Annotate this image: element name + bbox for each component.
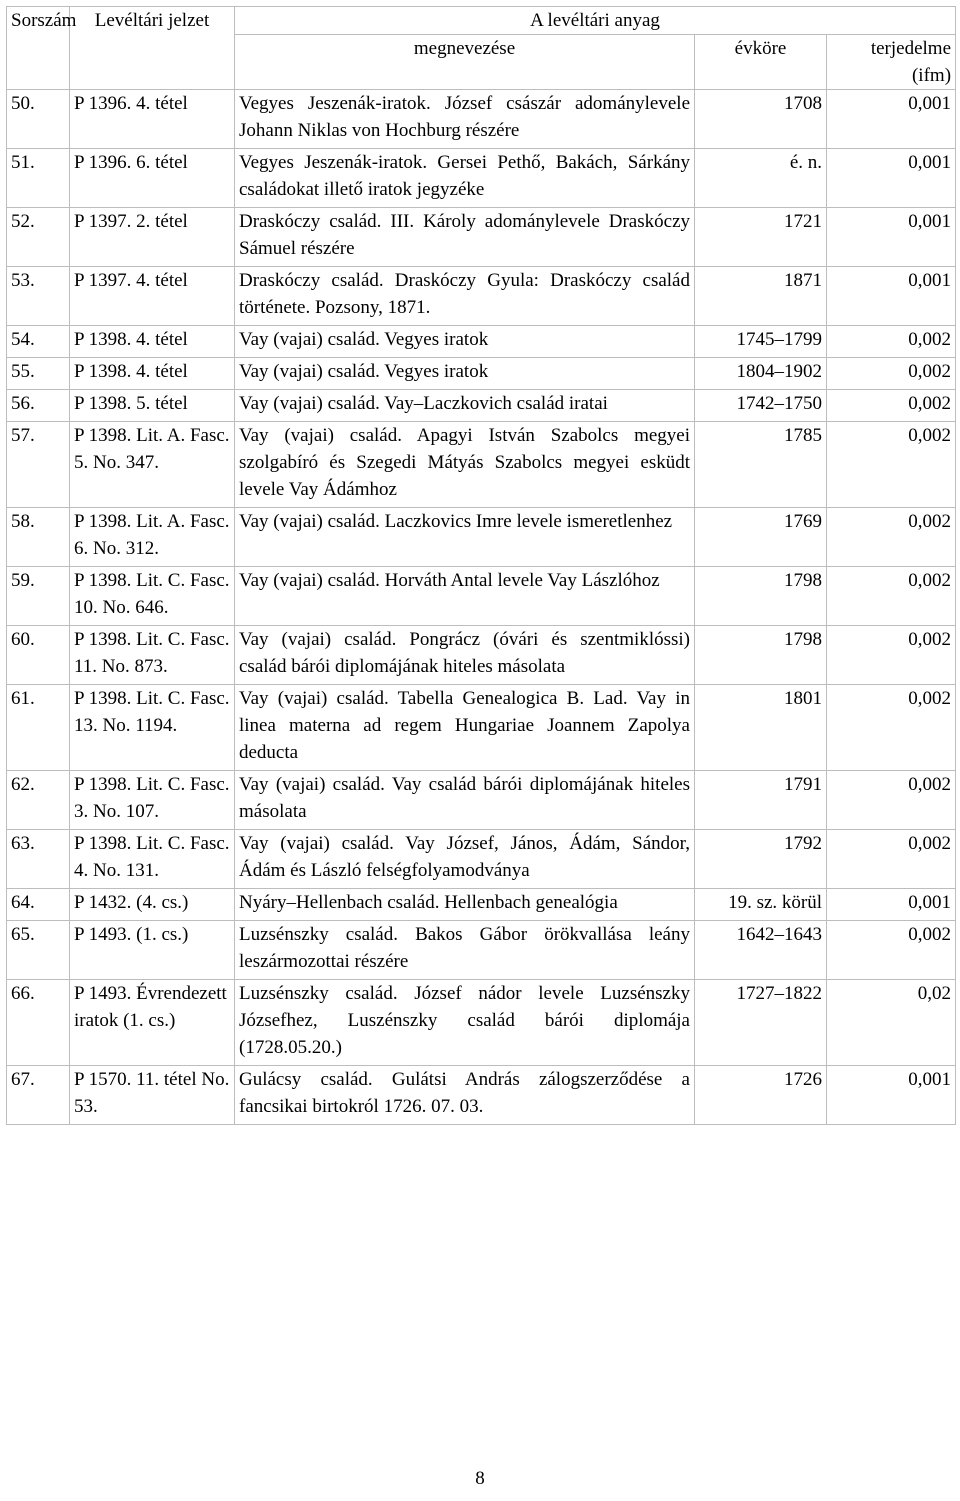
row-designation: Vay (vajai) család. Pongrácz (óvári és szentmiklóssi) család bárói diplomájának hiteles másolata — [235, 626, 695, 685]
row-extent: 0,001 — [827, 1066, 956, 1125]
row-date-range: 19. sz. körül — [695, 889, 827, 921]
row-signature: P 1398. 5. tétel — [70, 390, 235, 422]
row-number: 53. — [7, 267, 70, 326]
row-signature: P 1398. Lit. C. Fasc. 13. No. 1194. — [70, 685, 235, 771]
row-number: 67. — [7, 1066, 70, 1125]
row-designation: Nyáry–Hellenbach család. Hellenbach genealógia — [235, 889, 695, 921]
row-designation: Vay (vajai) család. Tabella Genealogica B. Lad. Vay in linea materna ad regem Hungariae Joannem Zapolya deducta — [235, 685, 695, 771]
row-designation: Draskóczy család. Draskóczy Gyula: Draskóczy család története. Pozsony, 1871. — [235, 267, 695, 326]
table-row — [7, 921, 956, 980]
header-designation: megnevezése — [235, 35, 695, 90]
table-row — [7, 889, 956, 921]
row-extent: 0,002 — [827, 358, 956, 390]
row-number: 57. — [7, 422, 70, 508]
row-date-range: 1871 — [695, 267, 827, 326]
row-number: 58. — [7, 508, 70, 567]
row-extent: 0,001 — [827, 208, 956, 267]
row-extent: 0,002 — [827, 771, 956, 830]
row-extent: 0,002 — [827, 508, 956, 567]
row-signature: P 1398. Lit. A. Fasc. 5. No. 347. — [70, 422, 235, 508]
row-extent: 0,002 — [827, 921, 956, 980]
row-designation: Vegyes Jeszenák-iratok. József császár adománylevele Johann Niklas von Hochburg részére — [235, 90, 695, 149]
row-designation: Vay (vajai) család. Apagyi István Szabolcs megyei szolgabíró és Szegedi Mátyás Szabolcs megyei esküdt levele Vay Ádámhoz — [235, 422, 695, 508]
row-number: 61. — [7, 685, 70, 771]
row-signature: P 1398. Lit. C. Fasc. 3. No. 107. — [70, 771, 235, 830]
row-signature: P 1397. 2. tétel — [70, 208, 235, 267]
row-date-range: 1708 — [695, 90, 827, 149]
row-number: 52. — [7, 208, 70, 267]
row-designation: Vay (vajai) család. Vay–Laczkovich család iratai — [235, 390, 695, 422]
row-number: 64. — [7, 889, 70, 921]
table-row — [7, 267, 956, 326]
row-date-range: é. n. — [695, 149, 827, 208]
row-designation: Vay (vajai) család. Laczkovics Imre levele ismeretlenhez — [235, 508, 695, 567]
table-row — [7, 326, 956, 358]
row-date-range: 1727–1822 — [695, 980, 827, 1066]
row-extent: 0,002 — [827, 326, 956, 358]
table-row — [7, 358, 956, 390]
row-signature: P 1398. Lit. A. Fasc. 6. No. 312. — [70, 508, 235, 567]
row-signature: P 1398. Lit. C. Fasc. 10. No. 646. — [70, 567, 235, 626]
row-date-range: 1742–1750 — [695, 390, 827, 422]
table-row — [7, 626, 956, 685]
row-signature: P 1432. (4. cs.) — [70, 889, 235, 921]
row-number: 50. — [7, 90, 70, 149]
row-designation: Gulácsy család. Gulátsi András zálogszerződése a fancsikai birtokról 1726. 07. 03. — [235, 1066, 695, 1125]
row-date-range: 1792 — [695, 830, 827, 889]
row-signature: P 1398. Lit. C. Fasc. 4. No. 131. — [70, 830, 235, 889]
row-date-range: 1785 — [695, 422, 827, 508]
row-extent: 0,001 — [827, 267, 956, 326]
row-designation: Draskóczy család. III. Károly adománylevele Draskóczy Sámuel részére — [235, 208, 695, 267]
row-number: 59. — [7, 567, 70, 626]
row-designation: Vegyes Jeszenák-iratok. Gersei Pethő, Bakách, Sárkány családokat illető iratok jegyzéke — [235, 149, 695, 208]
row-signature: P 1398. 4. tétel — [70, 358, 235, 390]
row-designation: Luzsénszky család. Bakos Gábor örökvallása leány leszármozottai részére — [235, 921, 695, 980]
row-designation: Vay (vajai) család. Vegyes iratok — [235, 358, 695, 390]
row-signature: P 1493. (1. cs.) — [70, 921, 235, 980]
table-body — [7, 90, 956, 1125]
header-serial-number: Sorszám — [7, 7, 70, 90]
table-row — [7, 422, 956, 508]
row-signature: P 1398. Lit. C. Fasc. 11. No. 873. — [70, 626, 235, 685]
table-row — [7, 980, 956, 1066]
row-date-range: 1745–1799 — [695, 326, 827, 358]
row-designation: Vay (vajai) család. Vegyes iratok — [235, 326, 695, 358]
header-extent: terjedelme (ifm) — [827, 35, 956, 90]
row-extent: 0,002 — [827, 830, 956, 889]
row-designation: Vay (vajai) család. Horváth Antal levele Vay Lászlóhoz — [235, 567, 695, 626]
table-row — [7, 149, 956, 208]
row-extent: 0,002 — [827, 567, 956, 626]
archive-table — [6, 6, 956, 1125]
row-date-range: 1801 — [695, 685, 827, 771]
header-archival-signature: Levéltári jelzet — [70, 7, 235, 90]
row-date-range: 1726 — [695, 1066, 827, 1125]
table-row — [7, 1066, 956, 1125]
row-extent: 0,001 — [827, 149, 956, 208]
table-row — [7, 830, 956, 889]
row-date-range: 1642–1643 — [695, 921, 827, 980]
page-number: 8 — [475, 1468, 485, 1489]
row-number: 55. — [7, 358, 70, 390]
row-number: 54. — [7, 326, 70, 358]
row-designation: Vay (vajai) család. Vay József, János, Ádám, Sándor, Ádám és László felségfolyamodványa — [235, 830, 695, 889]
table-row — [7, 685, 956, 771]
row-date-range: 1798 — [695, 626, 827, 685]
row-signature: P 1396. 4. tétel — [70, 90, 235, 149]
row-number: 60. — [7, 626, 70, 685]
row-extent: 0,002 — [827, 685, 956, 771]
table-row — [7, 567, 956, 626]
row-signature: P 1493. Évrendezett iratok (1. cs.) — [70, 980, 235, 1066]
row-extent: 0,002 — [827, 390, 956, 422]
row-extent: 0,02 — [827, 980, 956, 1066]
row-number: 62. — [7, 771, 70, 830]
row-extent: 0,002 — [827, 626, 956, 685]
row-number: 51. — [7, 149, 70, 208]
table-row — [7, 771, 956, 830]
header-archival-material: A levéltári anyag — [235, 7, 956, 35]
row-signature: P 1397. 4. tétel — [70, 267, 235, 326]
row-designation: Luzsénszky család. József nádor levele Luzsénszky Józsefhez, Luszénszky család bárói diplomája (1728.05.20.) — [235, 980, 695, 1066]
row-date-range: 1798 — [695, 567, 827, 626]
row-extent: 0,001 — [827, 90, 956, 149]
row-signature: P 1396. 6. tétel — [70, 149, 235, 208]
row-date-range: 1769 — [695, 508, 827, 567]
table-row — [7, 208, 956, 267]
table-row — [7, 390, 956, 422]
row-number: 65. — [7, 921, 70, 980]
row-date-range: 1791 — [695, 771, 827, 830]
row-number: 56. — [7, 390, 70, 422]
row-signature: P 1570. 11. tétel No. 53. — [70, 1066, 235, 1125]
row-extent: 0,001 — [827, 889, 956, 921]
row-extent: 0,002 — [827, 422, 956, 508]
row-date-range: 1721 — [695, 208, 827, 267]
table-row — [7, 508, 956, 567]
row-date-range: 1804–1902 — [695, 358, 827, 390]
row-number: 66. — [7, 980, 70, 1066]
table-row — [7, 90, 956, 149]
header-date-range: évköre — [695, 35, 827, 90]
row-designation: Vay (vajai) család. Vay család bárói diplomájának hiteles másolata — [235, 771, 695, 830]
row-signature: P 1398. 4. tétel — [70, 326, 235, 358]
row-number: 63. — [7, 830, 70, 889]
